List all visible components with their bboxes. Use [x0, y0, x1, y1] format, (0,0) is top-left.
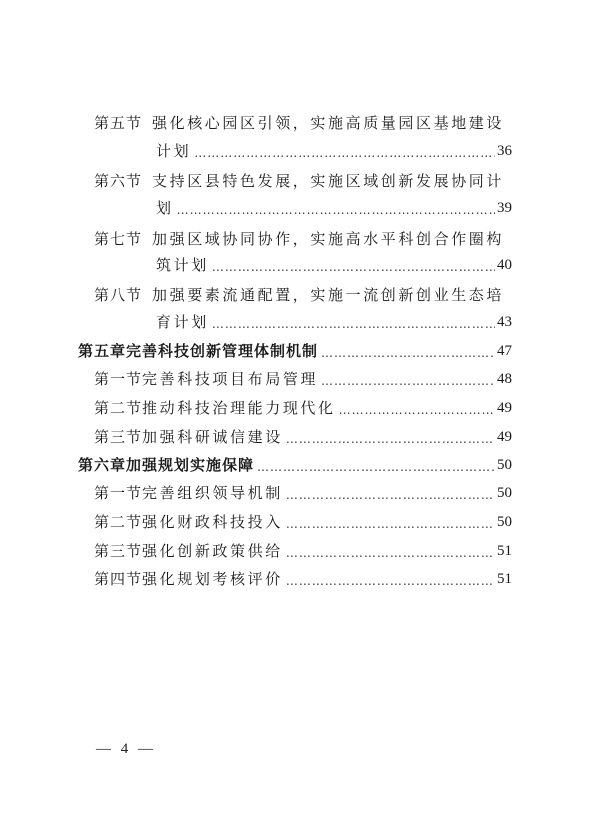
toc-entry-title-continued: 计划: [156, 142, 192, 160]
toc-entry-title: 支持区县特色发展，实施区域创新发展协同计: [152, 172, 505, 190]
dot-leader: [286, 572, 495, 590]
toc-entry-number: 第七节: [94, 230, 143, 248]
toc-entry-page: 36: [497, 143, 512, 159]
toc-entry-number: 第八节: [94, 286, 143, 304]
toc-entry-page: 43: [497, 314, 512, 330]
toc-entry-page: 47: [497, 343, 512, 359]
toc-entry-page: 50: [497, 514, 512, 530]
toc-entry-number: 第二节: [94, 513, 143, 531]
dot-leader: [321, 372, 495, 390]
dot-leader: [286, 486, 495, 504]
toc-entry-page: 48: [497, 371, 512, 387]
toc-entry-number: 第五节: [94, 114, 143, 132]
toc-entry-title: 强化财政科技投入: [142, 513, 283, 531]
toc-entry-number: 第五章: [78, 342, 127, 360]
toc-entry-title-continued: 筑计划: [156, 256, 209, 274]
toc-entry-number: 第四节: [94, 570, 143, 588]
dot-leader: [177, 201, 495, 219]
toc-entry-title: 加强科研诚信建设: [142, 428, 283, 446]
toc-entry-title: 强化规划考核评价: [142, 570, 283, 588]
toc-entry-page: 51: [497, 543, 512, 559]
toc-entry-page: 40: [497, 257, 512, 273]
dot-leader: [286, 544, 495, 562]
dot-leader: [194, 144, 495, 162]
toc-entry-title: 强化创新政策供给: [142, 542, 283, 560]
dot-leader: [321, 344, 495, 362]
toc-entry-title-continued: 划: [156, 199, 174, 217]
toc-entry-page: 39: [497, 200, 512, 216]
toc-entry-number: 第六章: [78, 456, 127, 474]
toc-entry-title-continued: 育计划: [156, 313, 209, 331]
page-footer-number: — 4 —: [96, 741, 156, 757]
toc-entry-title: 加强区域协同协作，实施高水平科创合作圈构: [152, 230, 505, 248]
toc-entry-number: 第二节: [94, 399, 143, 417]
toc-entry-number: 第一节: [94, 484, 143, 502]
toc-entry-number: 第三节: [94, 542, 143, 560]
toc-entry-title: 完善组织领导机制: [142, 484, 283, 502]
dot-leader: [286, 515, 495, 533]
dot-leader: [339, 401, 495, 419]
toc-entry-number: 第一节: [94, 370, 143, 388]
toc-entry-number: 第六节: [94, 172, 143, 190]
dot-leader: [212, 315, 495, 333]
toc-entry-page: 51: [497, 571, 512, 587]
toc-entry-page: 50: [497, 485, 512, 501]
toc-entry-title: 推动科技治理能力现代化: [142, 399, 336, 417]
toc-entry-title: 加强规划实施保障: [126, 456, 255, 474]
toc-entry-page: 49: [497, 400, 512, 416]
toc-entry-title: 加强要素流通配置，实施一流创新创业生态培: [152, 286, 505, 304]
toc-entry-number: 第三节: [94, 428, 143, 446]
dot-leader: [212, 258, 495, 276]
toc-entry-page: 49: [497, 429, 512, 445]
dot-leader: [257, 458, 495, 476]
toc-entry-page: 50: [497, 457, 512, 473]
toc-entry-title: 强化核心园区引领，实施高质量园区基地建设: [152, 114, 505, 132]
dot-leader: [286, 430, 495, 448]
toc-entry-title: 完善科技创新管理体制机制: [126, 342, 319, 360]
toc-entry-title: 完善科技项目布局管理: [142, 370, 319, 388]
